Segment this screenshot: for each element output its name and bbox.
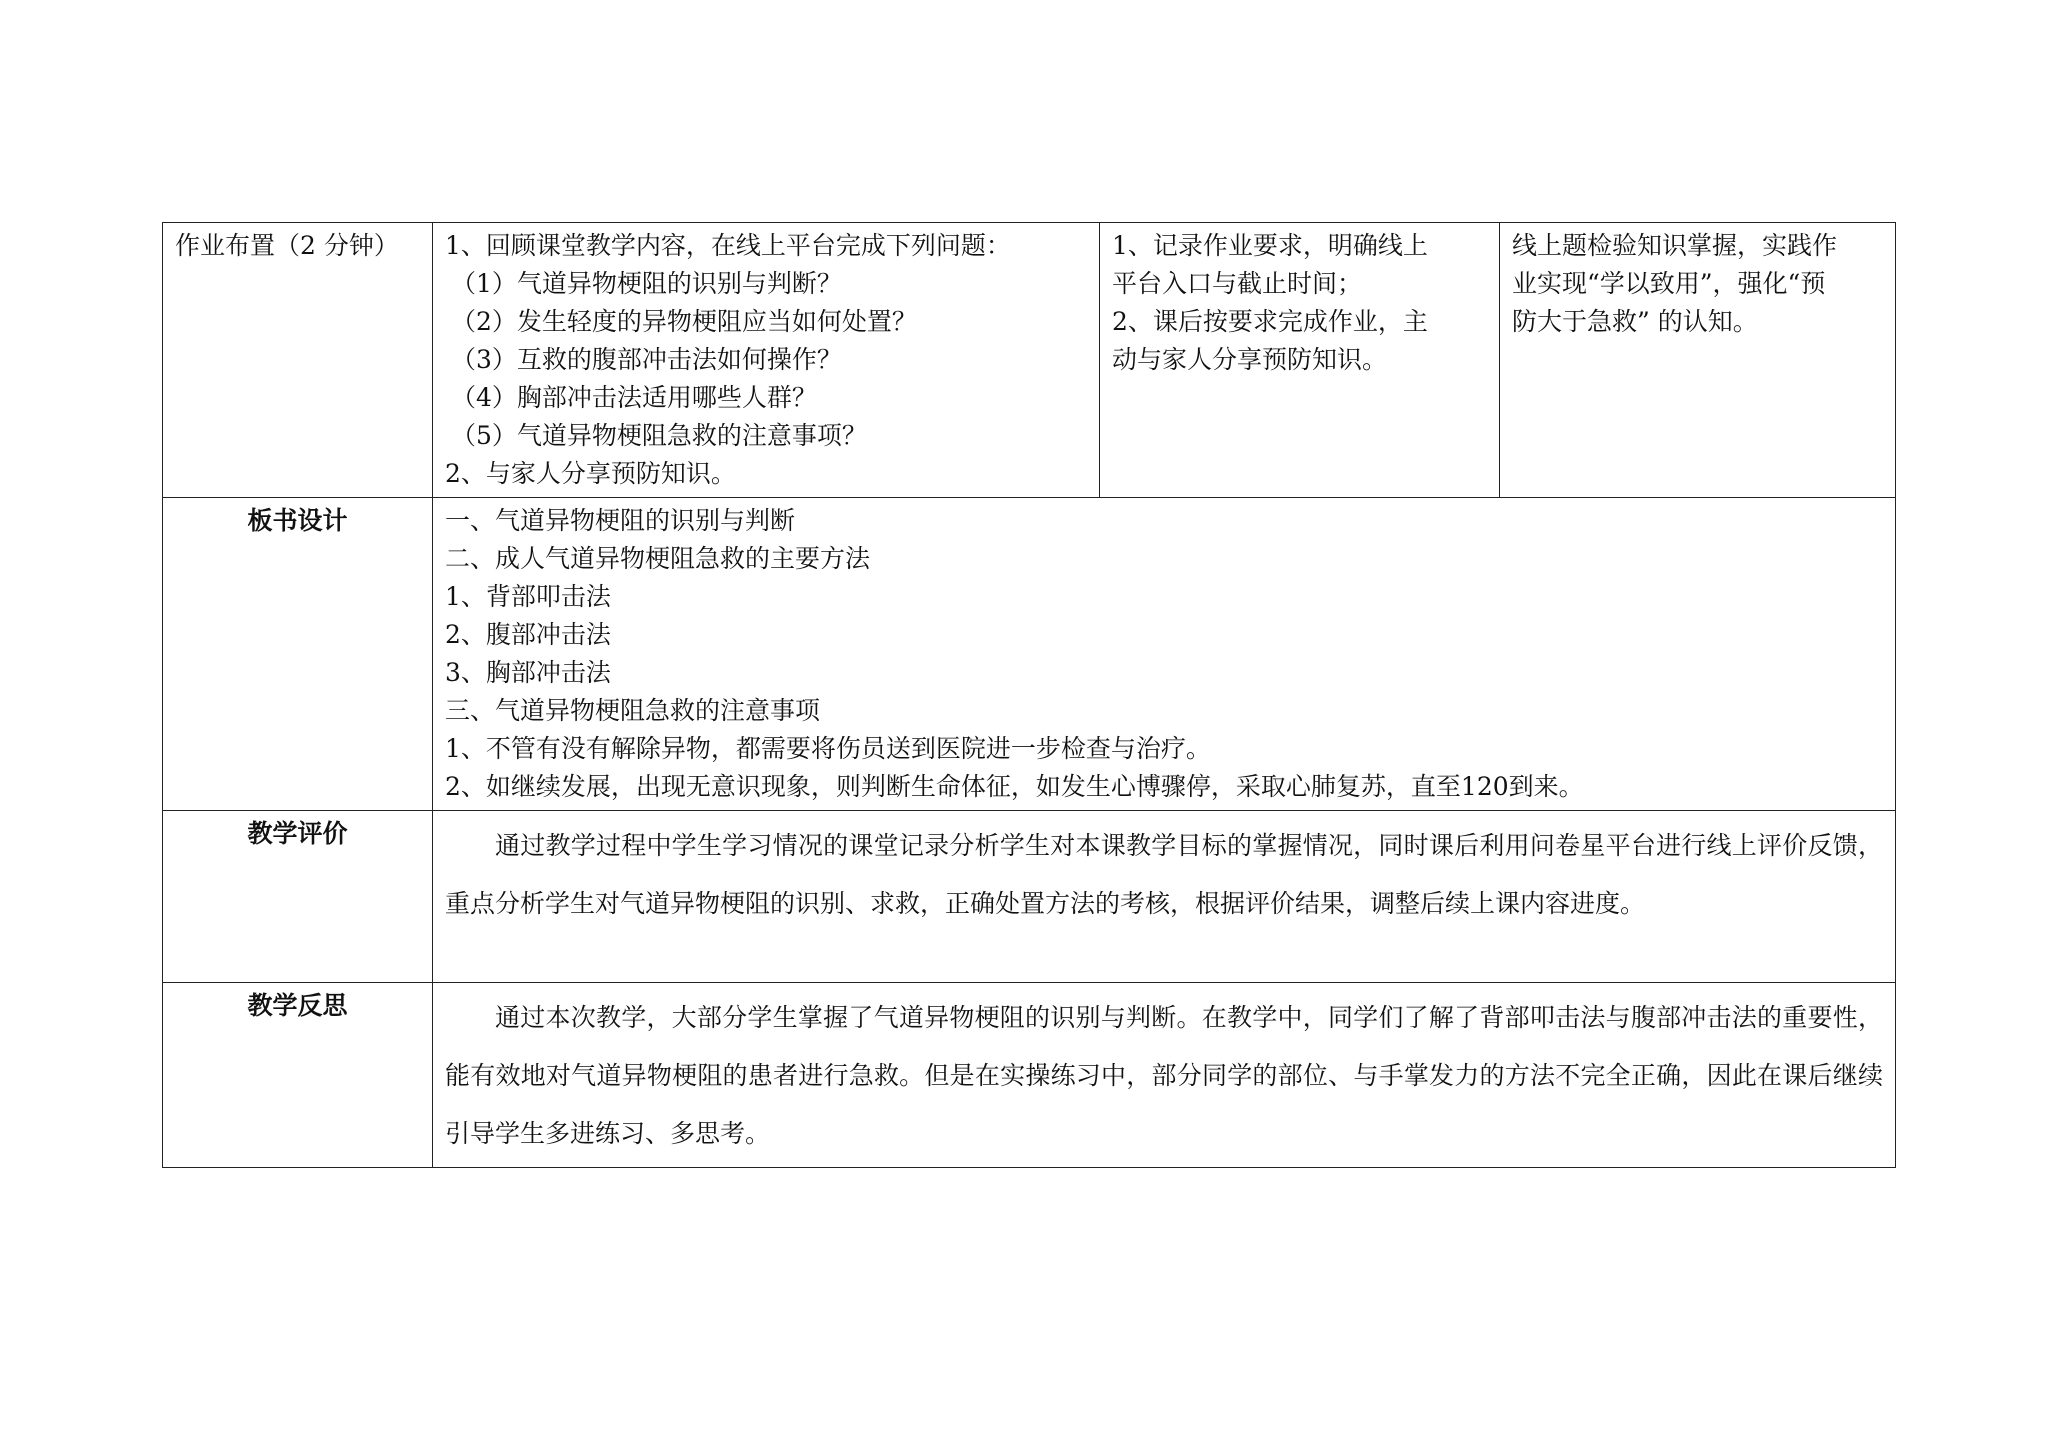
evaluation-text: 通过教学过程中学生学习情况的课堂记录分析学生对本课教学目标的掌握情况，同时课后利用问卷星平台进行线上评价反馈，重点分析学生对气道异物梗阻的识别、求救，正确处置方法的考核，根据评价结果，调整后续上课内容进度。 [445, 831, 1883, 918]
homework-purpose-cell [1500, 223, 1896, 498]
student-activity-line: 1、记录作业要求，明确线上 [1112, 231, 1428, 260]
homework-content-line: 1、回顾课堂教学内容，在线上平台完成下列问题： [445, 231, 1011, 260]
student-activity-line: 2、课后按要求完成作业，主 [1112, 307, 1428, 336]
homework-label [163, 223, 433, 498]
board-design-label-text: 板书设计 [247, 506, 348, 535]
board-design-row [163, 498, 1896, 811]
board-line: 2、如继续发展，出现无意识现象，则判断生命体征，如发生心博骤停，采取心肺复苏，直至120到来。 [445, 772, 1584, 801]
board-line: 1、不管有没有解除异物，都需要将伤员送到医院进一步检查与治疗。 [445, 734, 1211, 763]
design-purpose-line: 业实现“学以致用”，强化“预 [1512, 269, 1826, 298]
evaluation-label [163, 811, 433, 983]
design-purpose-line: 线上题检验知识掌握，实践作 [1512, 231, 1838, 260]
homework-row [163, 223, 1896, 498]
board-line: 2、腹部冲击法 [445, 620, 611, 649]
student-activity-line: 平台入口与截止时间； [1112, 269, 1363, 298]
reflection-cell [433, 983, 1896, 1168]
board-line: 1、背部叩击法 [445, 582, 611, 611]
board-line: 二、成人气道异物梗阻急救的主要方法 [445, 544, 871, 573]
reflection-label-text: 教学反思 [247, 991, 348, 1020]
homework-content-line: 2、与家人分享预防知识。 [445, 459, 736, 488]
evaluation-label-text: 教学评价 [247, 819, 348, 848]
evaluation-row [163, 811, 1896, 983]
reflection-text: 通过本次教学，大部分学生掌握了气道异物梗阻的识别与判断。在教学中，同学们了解了背部叩击法与腹部冲击法的重要性，能有效地对气道异物梗阻的患者进行急救。但是在实操练习中，部分同学的部位、与手掌发力的方法不完全正确，因此在课后继续引导学生多进练习、多思考。 [445, 1003, 1883, 1148]
board-line: 三、气道异物梗阻急救的注意事项 [445, 696, 821, 725]
evaluation-cell [433, 811, 1896, 983]
board-design-label [163, 498, 433, 811]
homework-content-line: （5）气道异物梗阻急救的注意事项？ [451, 421, 867, 450]
reflection-row [163, 983, 1896, 1168]
student-activity-line: 动与家人分享预防知识。 [1112, 345, 1388, 374]
board-line: 一、气道异物梗阻的识别与判断 [445, 506, 796, 535]
homework-student-cell [1100, 223, 1500, 498]
lesson-plan-table [162, 222, 1896, 1168]
homework-content-line: （3）互救的腹部冲击法如何操作？ [451, 345, 842, 374]
board-line: 3、胸部冲击法 [445, 658, 611, 687]
homework-content-line: （1）气道异物梗阻的识别与判断？ [451, 269, 842, 298]
design-purpose-line: 防大于急救” 的认知。 [1512, 307, 1758, 336]
board-design-cell [433, 498, 1896, 811]
homework-content-line: （2）发生轻度的异物梗阻应当如何处置？ [451, 307, 917, 336]
homework-label-text: 作业布置（2 分钟） [175, 231, 399, 260]
reflection-label [163, 983, 433, 1168]
homework-content-cell [433, 223, 1100, 498]
homework-content-line: （4）胸部冲击法适用哪些人群？ [451, 383, 817, 412]
